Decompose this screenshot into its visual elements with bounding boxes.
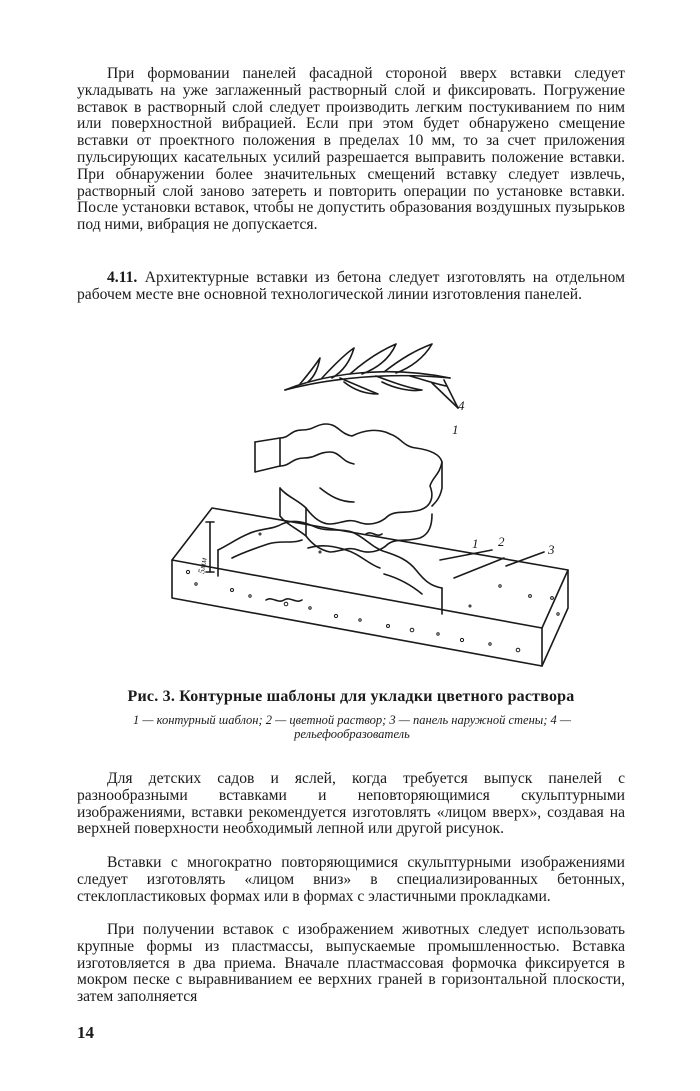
figure-illustration — [140, 338, 580, 678]
label-1-lower: 1 — [472, 536, 479, 551]
label-3: 3 — [548, 542, 555, 557]
wall-panel-drawing — [172, 508, 568, 666]
body-paragraph-5: При получении вставок с изображением животных следует использовать крупные формы из пластмассы, выпускаемые промышленностью. Вставка изготовляется в два приема. Вначале пластмассовая формочка фиксируется в мокром песке с выравниванием ее верхних граней в горизонтальной плоскости, затем заполняется — [77, 921, 625, 1006]
dimension-label: 5мм — [196, 556, 209, 575]
figure-caption-legend: 1 — контурный шаблон; 2 — цветной раствор; 3 — панель наружной стены; 4 — рельефообразователь — [132, 713, 572, 741]
figure-contour-templates — [140, 338, 580, 678]
body-paragraph-4: Вставки с многократно повторяющимися скульптурными изображениями следует изготовлять «лицом вниз» в специализированных бетонных, стеклопластиковых формах или в формах с эластичными прокладками. — [77, 854, 625, 905]
body-paragraph-2 — [77, 270, 625, 304]
page-number: 14 — [77, 1023, 94, 1042]
body-paragraph-1: При формовании панелей фасадной стороной вверх вставки следует укладывать на уже заглаженный растворный слой и фиксировать. Погружение вставок в растворный слой следует производить легким постукиванием по ним или поверхностной вибрацией. Если при этом будет обнаружено смещение вставки от проектного положения в пределах 10 мм, то за счет приложения пульсирующих касательных усилий разрешается выправить положение вставки. При обнаружении более значительных смещений вставку следует извлечь, растворный слой заново затереть и повторить операции по установке вставки. После установки вставок, чтобы не допустить образования воздушных пузырьков под ними, вибрация не допускается. — [77, 65, 625, 234]
body-paragraph-2-text: Архитектурные вставки из бетона следует изготовлять на отдельном рабочем месте вне основной технологической линии изготовления панелей. — [77, 269, 625, 303]
label-4: 4 — [458, 398, 465, 413]
body-paragraph-3: Для детских садов и яслей, когда требуется выпуск панелей с разнообразными вставками и неповторяющимися скульптурными изображениями, вставки рекомендуется изготовлять «лицом вверх», создавая на верхней поверхности необходимый лепной или другой рисунок. — [77, 770, 625, 838]
label-2: 2 — [498, 534, 505, 549]
label-1-upper: 1 — [452, 422, 459, 437]
contour-template-drawing — [255, 424, 442, 552]
figure-caption-title: Рис. 3. Контурные шаблоны для укладки цветного раствора — [127, 688, 575, 705]
panel-texture — [186, 533, 559, 652]
section-number: 4.11. — [107, 269, 138, 286]
relief-former-drawing — [285, 344, 458, 408]
